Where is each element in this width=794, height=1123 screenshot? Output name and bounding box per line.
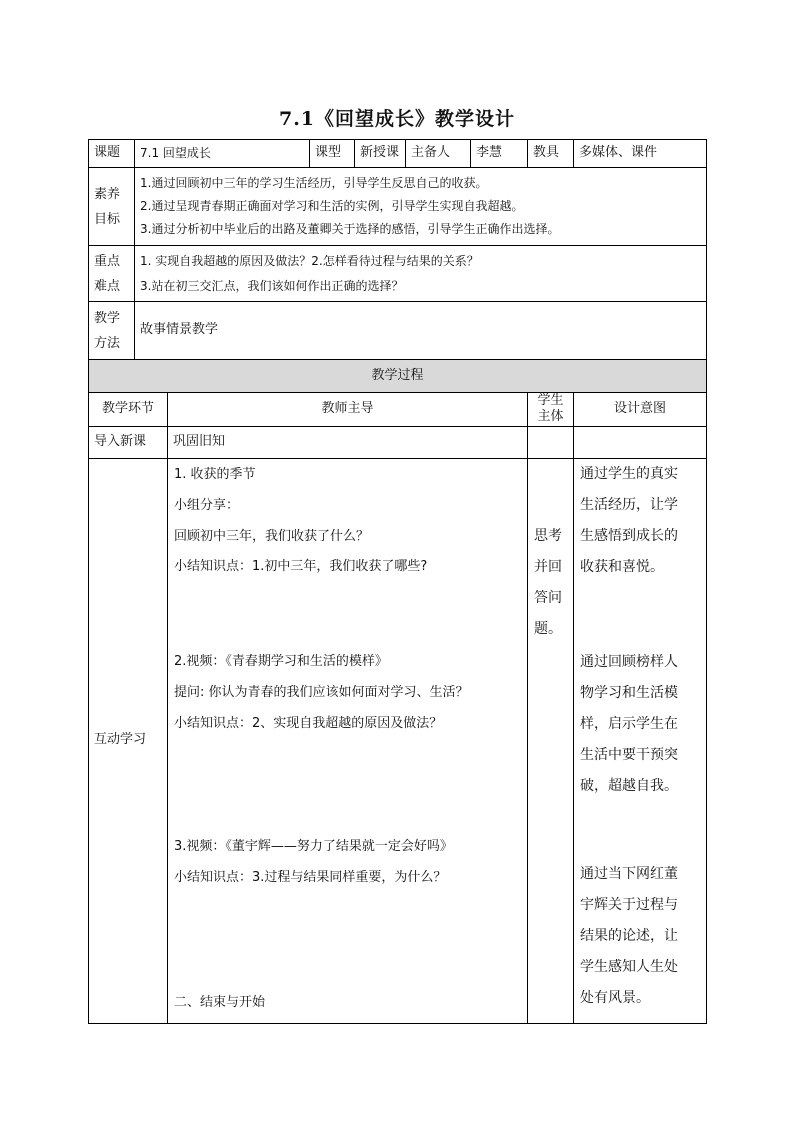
col-header-student: 学生主体 bbox=[528, 393, 574, 427]
type-label: 课型 bbox=[310, 140, 355, 168]
method-label: 教学 方法 bbox=[89, 302, 135, 360]
keypoints-content bbox=[135, 246, 707, 302]
intro-teacher: 巩固旧知 bbox=[168, 426, 528, 458]
keypoint-item: 1. 实现自我超越的原因及做法？2.怎样看待过程与结果的关系？ bbox=[140, 253, 479, 268]
topic-value: 7.1 回望成长 bbox=[135, 140, 310, 168]
goal-item: 1.通过回顾初中三年的学习生活经历，引导学生反思自己的收获。 bbox=[140, 176, 488, 190]
topic-label: 课题 bbox=[89, 140, 135, 168]
tools-label: 教具 bbox=[528, 140, 574, 168]
intro-student bbox=[528, 426, 574, 458]
intent-block: 通过学生的真实 生活经历，让学 生感悟到成长的 收获和喜悦。 bbox=[580, 465, 679, 575]
lesson-plan-table bbox=[88, 139, 707, 1024]
teacher-line: 3.视频：《董宇辉——努力了结果就一定会好吗》 bbox=[174, 838, 453, 854]
tools-value: 多媒体、课件 bbox=[574, 140, 707, 168]
teacher-line: 提问: 你认为青春的我们应该如何面对学习、生活？ bbox=[174, 684, 469, 700]
interactive-teacher bbox=[168, 458, 528, 1023]
teacher-line: 小结知识点：1.初中三年，我们收获了哪些? bbox=[174, 558, 428, 574]
intro-stage: 导入新课 bbox=[89, 426, 168, 458]
col-header-intent: 设计意图 bbox=[574, 393, 707, 427]
method-row bbox=[89, 302, 707, 360]
interactive-row bbox=[89, 458, 707, 1023]
keypoints-label: 重点 难点 bbox=[89, 246, 135, 302]
column-header-row bbox=[89, 393, 707, 427]
goals-label: 素养 目标 bbox=[89, 168, 135, 246]
type-value: 新授课 bbox=[355, 140, 406, 168]
process-header: 教学过程 bbox=[89, 360, 707, 393]
keypoints-row bbox=[89, 246, 707, 302]
teacher-line: 1. 收获的季节 bbox=[174, 466, 256, 482]
teacher-line: 小结知识点：3.过程与结果同样重要，为什么？ bbox=[174, 869, 447, 885]
goals-content bbox=[135, 168, 707, 246]
interactive-stage: 互动学习 bbox=[89, 458, 168, 1023]
teacher-line: 小结知识点：2、实现自我超越的原因及做法？ bbox=[174, 715, 443, 731]
teacher-line: 二、结束与开始 bbox=[174, 994, 266, 1010]
goals-row bbox=[89, 168, 707, 246]
interactive-intent bbox=[574, 458, 707, 1023]
student-line: 思考并回答问 bbox=[534, 527, 562, 606]
intent-block: 通过当下网红董 宇辉关于过程与 结果的论述，让 学生感知人生处 处有风景。 bbox=[580, 865, 679, 1006]
teacher-line: 2.视频：《青春期学习和生活的模样》 bbox=[174, 653, 388, 669]
info-row bbox=[89, 140, 707, 168]
col-header-teacher: 教师主导 bbox=[168, 393, 528, 427]
goal-item: 2.通过呈现青春期正确面对学习和生活的实例，引导学生实现自我超越。 bbox=[140, 199, 524, 213]
preparer-value: 李慧 bbox=[471, 140, 528, 168]
intent-block: 通过回顾榜样人 物学习和生活模 样，启示学生在 生活中要干预突 破，超越自我。 bbox=[580, 653, 679, 794]
method-value: 故事情景教学 bbox=[135, 302, 707, 360]
teacher-line: 回顾初中三年，我们收获了什么？ bbox=[174, 528, 370, 544]
intro-row bbox=[89, 426, 707, 458]
goal-item: 3.通过分析初中毕业后的出路及董卿关于选择的感悟，引导学生正确作出选择。 bbox=[140, 222, 560, 236]
process-header-row bbox=[89, 360, 707, 393]
student-line: 题。 bbox=[534, 620, 562, 637]
teacher-line: 小组分享： bbox=[174, 497, 240, 513]
document-title: 7.1《回望成长》教学设计 bbox=[278, 108, 516, 130]
preparer-label: 主备人 bbox=[406, 140, 471, 168]
col-header-stage: 教学环节 bbox=[89, 393, 168, 427]
interactive-student bbox=[528, 458, 574, 1023]
intro-intent bbox=[574, 426, 707, 458]
keypoint-item: 3.站在初三交汇点，我们该如何作出正确的选择？ bbox=[140, 278, 404, 293]
